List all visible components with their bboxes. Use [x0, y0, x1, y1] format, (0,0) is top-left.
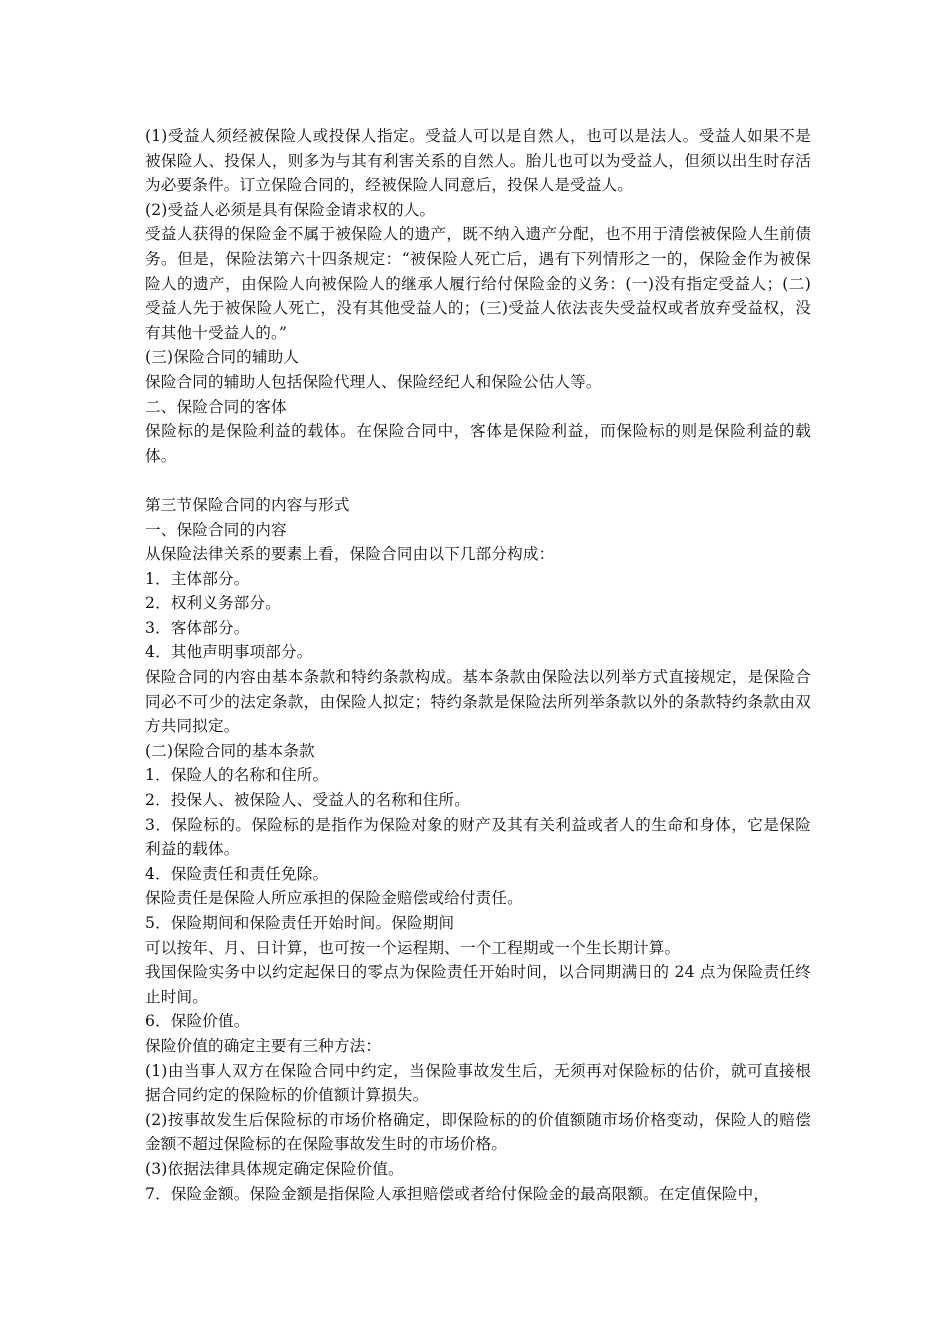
- paragraph-contract-assistants: 保险合同的辅助人包括保险代理人、保险经纪人和保险公估人等。: [145, 372, 602, 391]
- list-item-other-statements: 4．其他声明事项部分。: [145, 643, 313, 662]
- list-item-subject-matter: 3．保险标的。保险标的是指作为保险对象的财产及其有关利益或者人的生命和身体，它是保险利益的载体。: [145, 815, 811, 859]
- paragraph-insurance-benefit-estate: 受益人获得的保险金不属于被保险人的遗产，既不纳入遗产分配，也不用于清偿被保险人生前债务。但是，保险法第六十四条规定：“被保险人死亡后，遇有下列情形之一的，保险金作为被保险人的遗产，由保险人向被保险人的继承人履行给付保险金的义务：(一)没有指定受益人；(二)受益人先于被保险人死亡，没有其他受益人的；(三)受益人依法丧失受益权或者放弃受益权，没有其他十受益人的。”: [145, 225, 811, 342]
- paragraph-basic-special-clauses: 保险合同的内容由基本条款和特约条款构成。基本条款由保险法以列举方式直接规定，是保险合同必不可少的法定条款，由保险人拟定；特约条款是保险法所列举条款以外的条款特约条款由双方共同拟定。: [145, 668, 811, 736]
- heading-contract-assistants: (三)保险合同的辅助人: [145, 348, 300, 367]
- paragraph-beneficiary-claim-right: (2)受益人必须是具有保险金请求权的人。: [145, 200, 436, 219]
- heading-contract-content: 一、保险合同的内容: [145, 520, 287, 539]
- paragraph-value-method-agreed: (1)由当事人双方在保险合同中约定，当保险事故发生后，无须再对保险标的估价，就可直接根据合同约定的保险标的价值额计算损失。: [145, 1061, 811, 1105]
- heading-basic-clauses: (二)保险合同的基本条款: [145, 741, 315, 760]
- paragraph-value-methods-intro: 保险价值的确定主要有三种方法：: [145, 1036, 382, 1055]
- heading-section-three: 第三节保险合同的内容与形式: [145, 495, 350, 514]
- list-item-liability-exclusion: 4．保险责任和责任免除。: [145, 864, 329, 883]
- paragraph-contract-components-intro: 从保险法律关系的要素上看，保险合同由以下几部分构成：: [145, 545, 555, 564]
- list-item-sum-insured: 7．保险金额。保险金额是指保险人承担赔偿或者给付保险金的最高限额。在定值保险中，: [145, 1184, 770, 1203]
- paragraph-period-calculation: 可以按年、月、日计算，也可按一个运程期、一个工程期或一个生长期计算。: [145, 938, 681, 957]
- paragraph-contract-object: 保险标的是保险利益的载体。在保险合同中，客体是保险利益，而保险标的则是保险利益的载体。: [145, 422, 811, 465]
- heading-contract-object: 二、保险合同的客体: [145, 397, 287, 416]
- list-item-rights-obligations: 2．权利义务部分。: [145, 594, 282, 613]
- list-item-insurance-period: 5．保险期间和保险责任开始时间。保险期间: [145, 914, 455, 932]
- paragraph-liability-definition: 保险责任是保险人所应承担的保险金赔偿或给付责任。: [145, 889, 523, 908]
- paragraph-beneficiary-designation: (1)受益人须经被保险人或投保人指定。受益人可以是自然人，也可以是法人。受益人如果不是被保险人、投保人，则多为与其有利害关系的自然人。胎儿也可以为受益人，但须以出生时存活为必要条件。订立保险合同的，经被保险人同意后，投保人是受益人。: [145, 127, 811, 195]
- list-item-object: 3．客体部分。: [145, 618, 250, 637]
- list-item-applicant-names: 2．投保人、被保险人、受益人的名称和住所。: [145, 791, 470, 810]
- paragraph-period-practice: 我国保险实务中以约定起保日的零点为保险责任开始时间，以合同期满日的 24 点为保险责任终止时间。: [145, 963, 811, 1006]
- list-item-insurable-value: 6．保险价值。: [145, 1012, 250, 1031]
- blank-line: [145, 468, 811, 493]
- paragraph-value-method-market: (2)按事故发生后保险标的市场价格确定，即保险标的的价值额随市场价格变动，保险人的赔偿金额不超过保险标的在保险事故发生时的市场价格。: [145, 1110, 811, 1154]
- paragraph-value-method-legal: (3)依据法律具体规定确定保险价值。: [145, 1159, 404, 1178]
- document-body: [145, 124, 811, 1206]
- list-item-insurer-name: 1．保险人的名称和住所。: [145, 766, 329, 785]
- list-item-subject: 1．主体部分。: [145, 569, 250, 588]
